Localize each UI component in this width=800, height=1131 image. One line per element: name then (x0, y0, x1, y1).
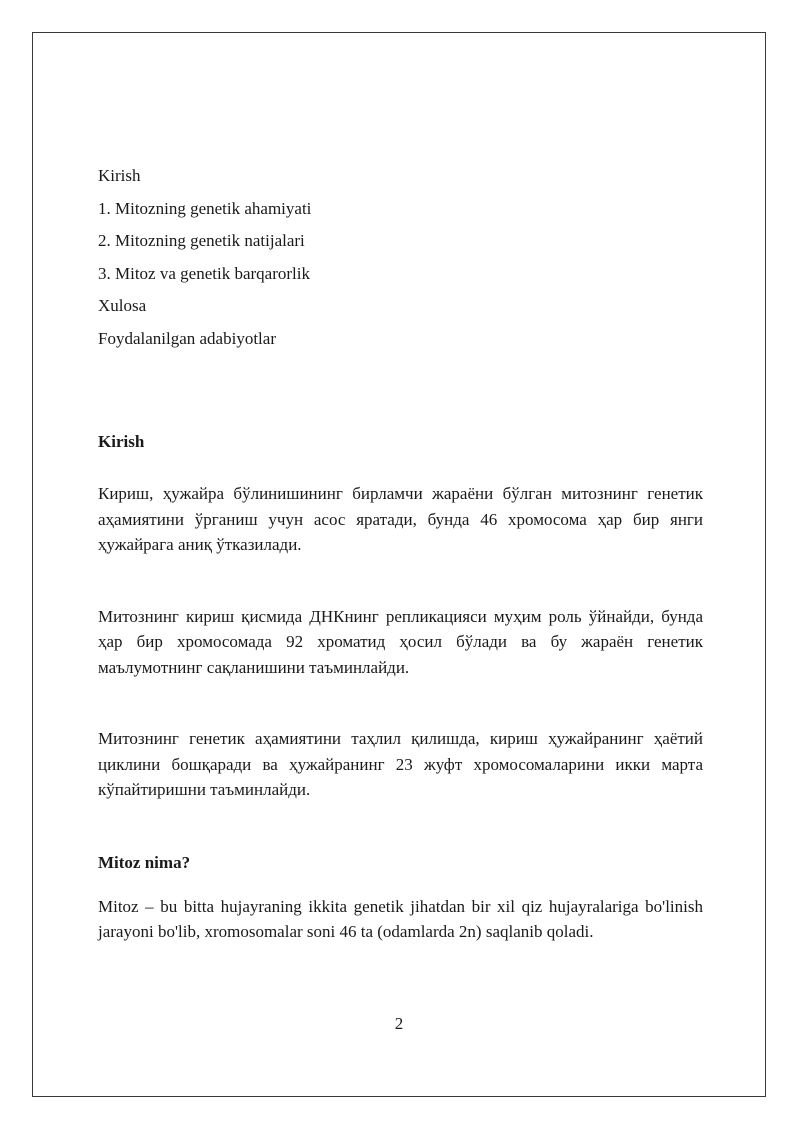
intro-paragraph-1: Кириш, ҳужайра бўлинишининг бирламчи жараёни бўлган митознинг генетик аҳамиятини ўрганиш учун асос яратади, бунда 46 хромосома ҳар бир янги ҳужайрага аниқ ўтказилади. (98, 484, 703, 554)
intro-heading: Kirish (98, 432, 145, 451)
toc-item-chapter-2: 2. Mitozning genetik natijalari (98, 231, 305, 250)
document-page (32, 32, 766, 1097)
intro-paragraph-2: Митознинг кириш қисмида ДНКнинг репликацияси муҳим роль ўйнайди, бунда ҳар бир хромосомада 92 хроматид ҳосил бўлади ва бу жараён генетик маълумотнинг сақланишини таъминлайди. (98, 606, 703, 677)
toc-item-intro: Kirish (98, 166, 141, 185)
table-of-contents (98, 160, 703, 355)
toc-item-references: Foydalanilgan adabiyotlar (98, 328, 276, 348)
page-number: 2 (394, 1014, 404, 1033)
toc-item-chapter-1: 1. Mitozning genetik ahamiyati (98, 198, 312, 218)
toc-item-chapter-3: 3. Mitoz va genetik barqarorlik (98, 263, 310, 283)
page-content (98, 160, 703, 945)
intro-paragraph-3: Митознинг генетик аҳамиятини таҳлил қилишда, кириш ҳужайранинг ҳаётий циклини бошқаради ва ҳужайранинг 23 жуфт хромосомаларини икки марта кўпайтиришни таъминлайди. (98, 729, 703, 799)
mitoz-heading: Mitoz nima? (98, 852, 191, 872)
toc-item-conclusion: Xulosa (98, 296, 147, 315)
mitoz-paragraph: Mitoz – bu bitta hujayraning ikkita genetik jihatdan bir xil qiz hujayralariga bo'linish jarayoni bo'lib, xromosomalar soni 46 ta (odamlarda 2n) saqlanib qoladi. (98, 896, 703, 941)
